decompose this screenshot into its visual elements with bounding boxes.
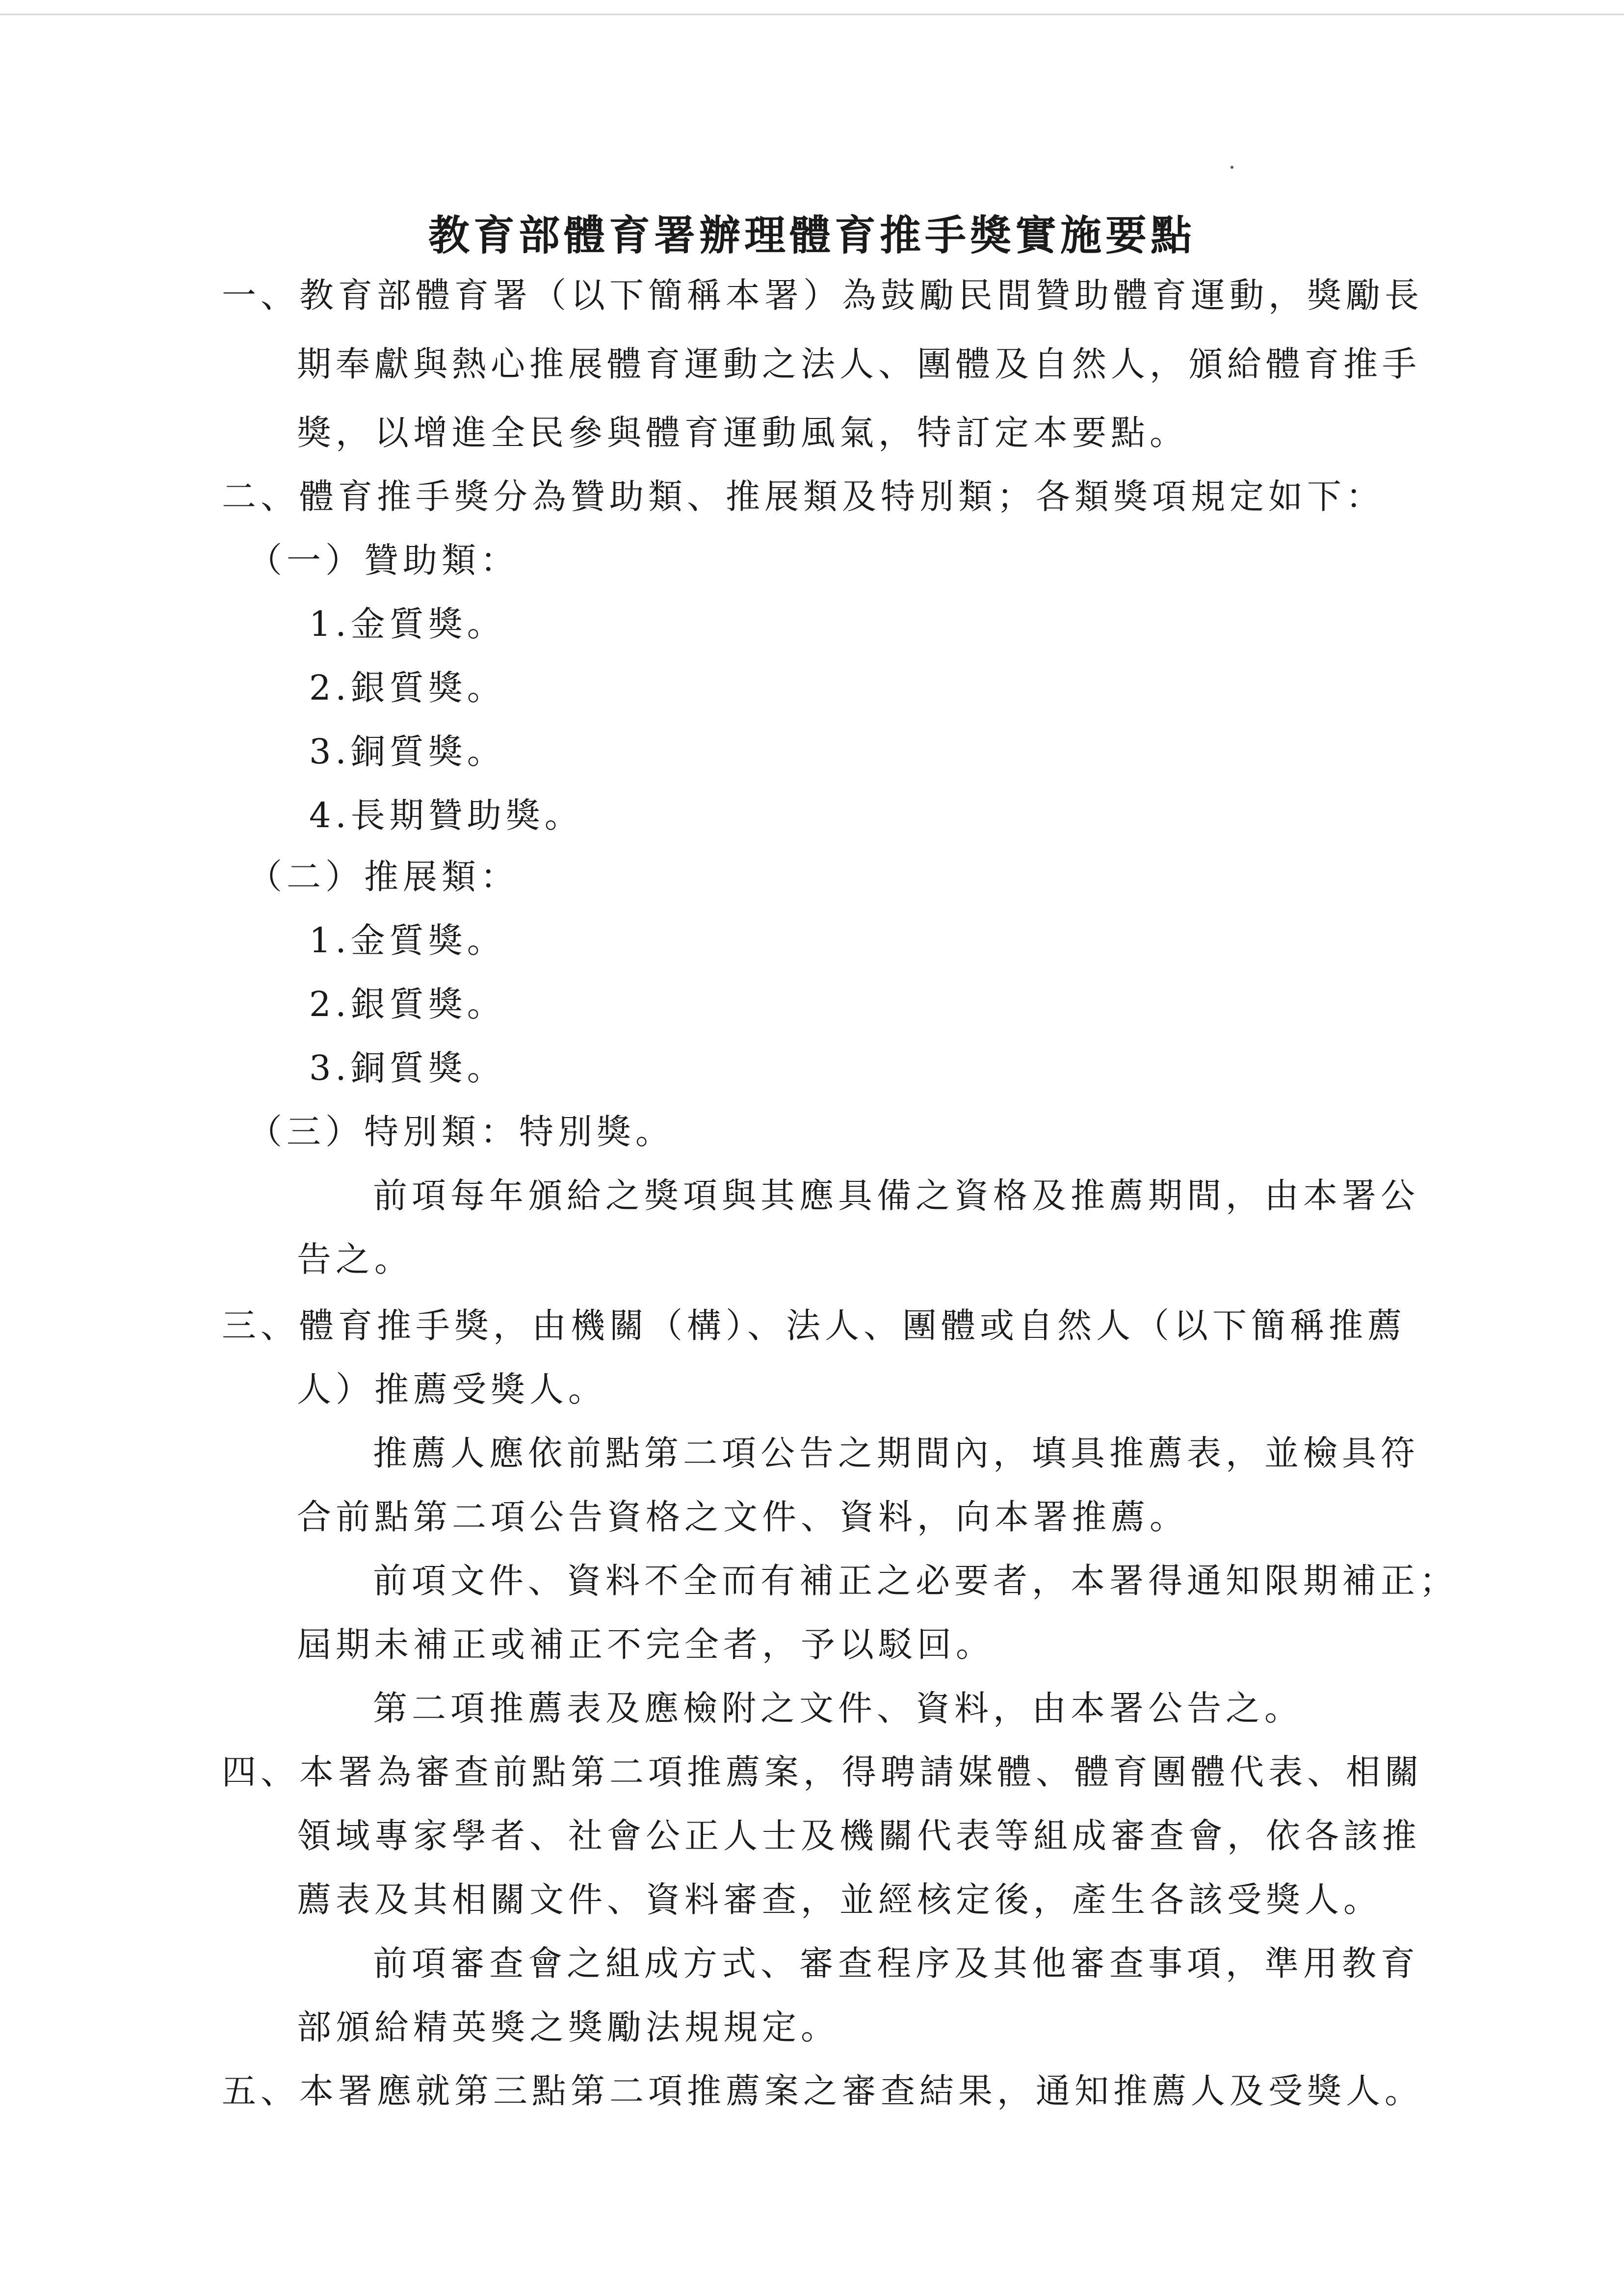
point-1-line-2: 期奉獻與熱心推展體育運動之法人、團體及自然人，頒給體育推手 bbox=[297, 344, 1421, 384]
point-4-paragraph-2-line-1: 前項審查會之組成方式、審查程序及其他審查事項，準用教育 bbox=[373, 1943, 1419, 1983]
promotion-item-2: 2.銀質獎。 bbox=[309, 984, 506, 1024]
point-4-line-3: 薦表及其相關文件、資料審查，並經核定後，產生各該受獎人。 bbox=[297, 1879, 1382, 1920]
subsection-promotion-heading: （二）推展類： bbox=[248, 857, 519, 897]
document-title: 教育部體育署辦理體育推手獎實施要點 bbox=[428, 211, 1196, 260]
point-4-line-1: 四、本署為審查前點第二項推薦案，得聘請媒體、體育團體代表、相關 bbox=[222, 1752, 1423, 1792]
promotion-item-3: 3.銅質獎。 bbox=[309, 1048, 506, 1088]
point-2-paragraph-line-2: 告之。 bbox=[297, 1239, 413, 1279]
point-2-line-1: 二、體育推手獎分為贊助類、推展類及特別類；各類獎項規定如下： bbox=[222, 476, 1385, 517]
point-3-paragraph-2-line-1: 推薦人應依前點第二項公告之期間內，填具推薦表，並檢具符 bbox=[373, 1433, 1419, 1473]
point-2-paragraph-line-1: 前項每年頒給之獎項與其應具備之資格及推薦期間，由本署公 bbox=[373, 1175, 1419, 1216]
subsection-sponsor-heading: （一）贊助類： bbox=[248, 540, 519, 580]
point-4-paragraph-2-line-2: 部頒給精英獎之獎勵法規規定。 bbox=[297, 2007, 839, 2047]
subsection-special-heading: （三）特別類：特別獎。 bbox=[248, 1112, 674, 1152]
point-3-line-2: 人）推薦受獎人。 bbox=[297, 1369, 607, 1409]
sponsor-item-1: 1.金質獎。 bbox=[309, 604, 506, 644]
point-3-paragraph-3-line-1: 前項文件、資料不全而有補正之必要者，本署得通知限期補正； bbox=[373, 1561, 1458, 1601]
scan-top-edge bbox=[0, 14, 1624, 15]
promotion-item-1: 1.金質獎。 bbox=[309, 920, 506, 961]
point-3-paragraph-3-line-2: 屆期未補正或補正不完全者，予以駁回。 bbox=[297, 1624, 995, 1665]
point-1-line-1: 一、教育部體育署（以下簡稱本署）為鼓勵民間贊助體育運動，獎勵長 bbox=[222, 275, 1423, 315]
point-3-line-1: 三、體育推手獎，由機關（構）、法人、團體或自然人（以下簡稱推薦 bbox=[222, 1305, 1406, 1346]
scan-speck bbox=[1231, 166, 1233, 169]
point-1-line-3: 獎，以增進全民參與體育運動風氣，特訂定本要點。 bbox=[297, 413, 1188, 453]
point-4-line-2: 領域專家學者、社會公正人士及機關代表等組成審查會，依各該推 bbox=[297, 1816, 1421, 1856]
point-3-paragraph-2-line-2: 合前點第二項公告資格之文件、資料，向本署推薦。 bbox=[297, 1497, 1188, 1537]
sponsor-item-4: 4.長期贊助獎。 bbox=[309, 795, 583, 835]
point-5-line-1: 五、本署應就第三點第二項推薦案之審查結果，通知推薦人及受獎人。 bbox=[222, 2071, 1423, 2111]
sponsor-item-3: 3.銅質獎。 bbox=[309, 731, 506, 772]
point-3-paragraph-4-line-1: 第二項推薦表及應檢附之文件、資料，由本署公告之。 bbox=[373, 1688, 1303, 1728]
sponsor-item-2: 2.銀質獎。 bbox=[309, 668, 506, 708]
